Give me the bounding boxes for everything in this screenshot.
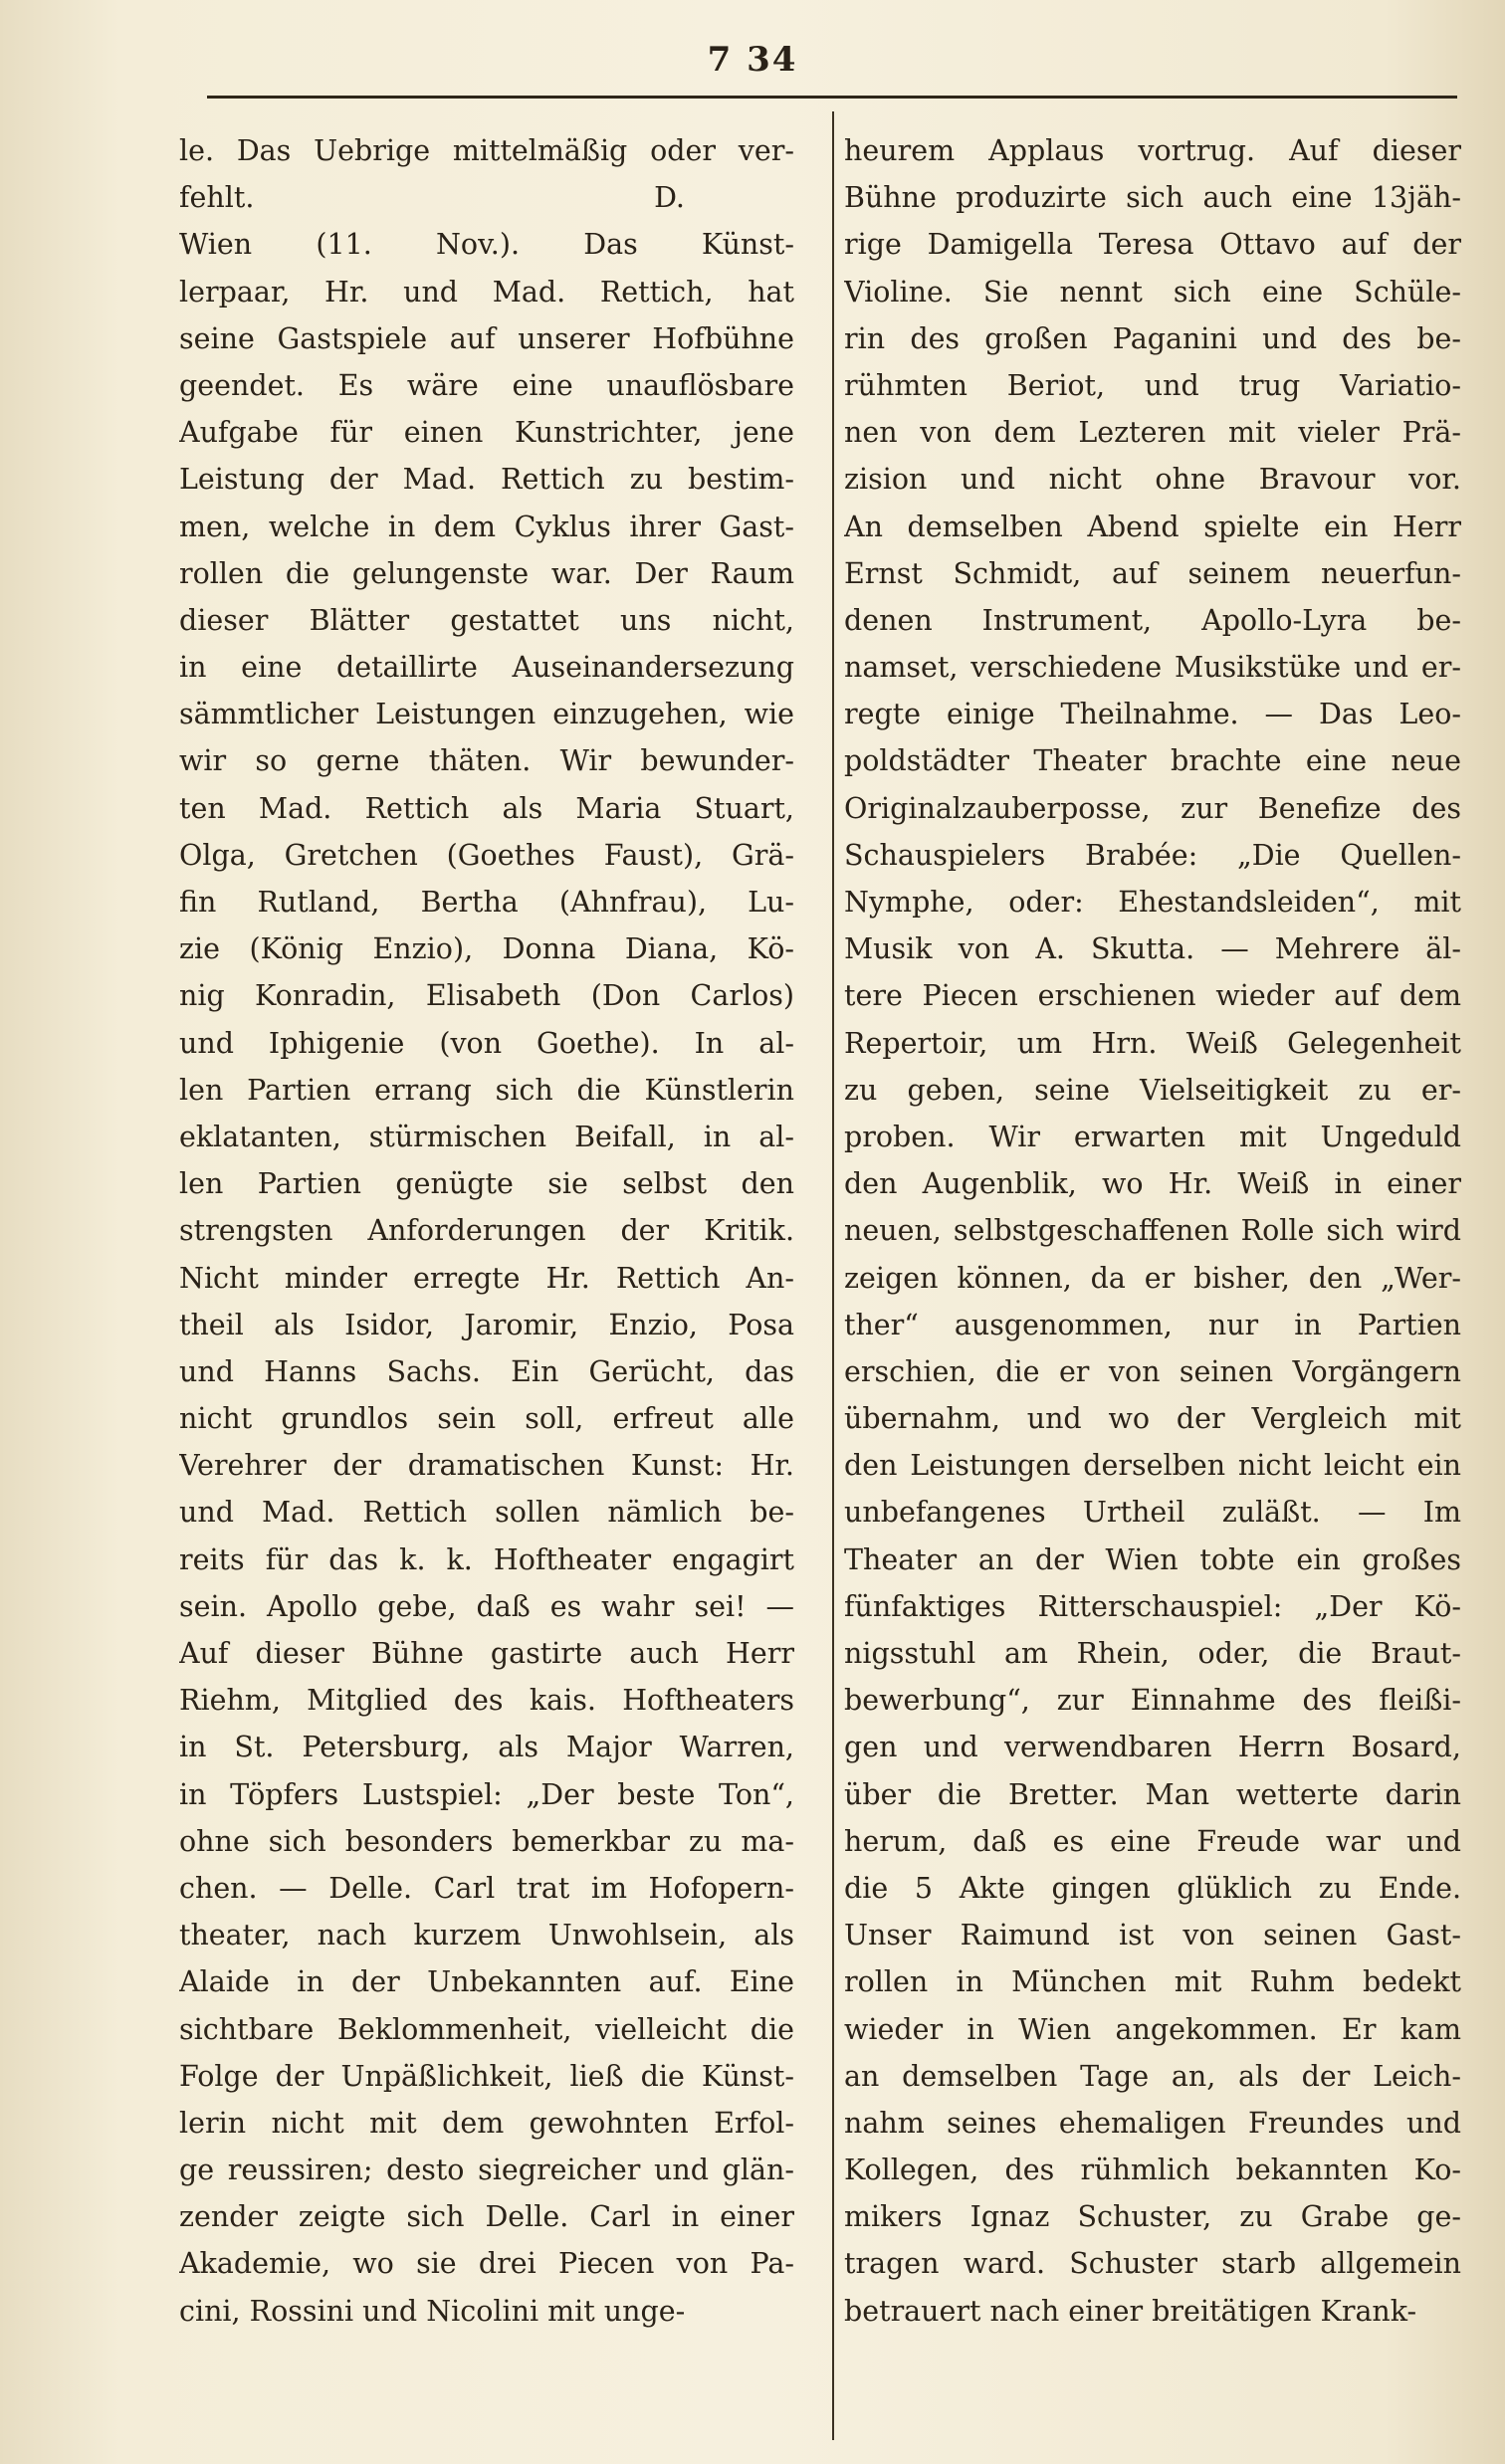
text-line: in Töpfers Lustspiel: „Der beste Ton“, (179, 1777, 794, 1811)
text-line: poldstädter Theater brachte eine neue (844, 744, 1461, 778)
text-line: Kollegen, des rühmlich bekannten Ko- (844, 2154, 1461, 2187)
text-line: an demselben Tage an, als der Leich- (844, 2059, 1461, 2093)
text-line: rollen die gelungenste war. Der Raum (179, 556, 794, 590)
text-line: den Augenblik, wo Hr. Weiß in einer (844, 1167, 1461, 1201)
text-line: herum, daß es eine Freude war und (844, 1824, 1461, 1858)
text-line: und Mad. Rettich sollen nämlich be- (179, 1496, 794, 1530)
text-line: zu geben, seine Vielseitigkeit zu er- (844, 1073, 1461, 1107)
text-line: namset, verschiedene Musikstüke und er- (844, 651, 1461, 685)
text-line: heurem Applaus vortrug. Auf dieser (844, 134, 1461, 167)
page-number: 7 34 (707, 40, 798, 80)
text-line: zender zeigte sich Delle. Carl in einer (179, 2200, 794, 2234)
text-line: Originalzauberposse, zur Benefize des (844, 791, 1461, 825)
text-line: strengsten Anforderungen der Kritik. (179, 1214, 794, 1248)
text-line: regte einige Theilnahme. — Das Leo- (844, 698, 1461, 731)
text-line: mikers Ignaz Schuster, zu Grabe ge- (844, 2200, 1461, 2234)
text-line: zeigen können, da er bisher, den „Wer- (844, 1261, 1461, 1295)
text-line: eklatanten, stürmischen Beifall, in al- (179, 1120, 794, 1153)
text-line: seine Gastspiele auf unserer Hofbühne (179, 321, 794, 355)
text-line: ten Mad. Rettich als Maria Stuart, (179, 791, 794, 825)
text-line: chen. — Delle. Carl trat im Hofopern- (179, 1871, 794, 1905)
text-line: Musik von A. Skutta. — Mehrere äl- (844, 932, 1461, 966)
text-line: übernahm, und wo der Vergleich mit (844, 1402, 1461, 1436)
text-line: zie (König Enzio), Donna Diana, Kö- (179, 932, 794, 966)
text-line: denen Instrument, Apollo-Lyra be- (844, 603, 1461, 637)
text-line: nig Konradin, Elisabeth (Don Carlos) (179, 979, 794, 1013)
text-line: sein. Apollo gebe, daß es wahr sei! — (179, 1589, 794, 1623)
header-rule (207, 96, 1457, 99)
text-line: Schauspielers Brabée: „Die Quellen- (844, 838, 1461, 872)
text-line: Wien (11. Nov.). Das Künst- (179, 228, 794, 262)
text-line: Olga, Gretchen (Goethes Faust), Grä- (179, 838, 794, 872)
text-line: in St. Petersburg, als Major Warren, (179, 1731, 794, 1764)
text-line: An demselben Abend spielte ein Herr (844, 510, 1461, 543)
text-line: Alaide in der Unbekannten auf. Eine (179, 1965, 794, 1999)
text-line: nen von dem Lezteren mit vieler Prä- (844, 416, 1461, 450)
text-line: geendet. Es wäre eine unauflösbare (179, 368, 794, 402)
column-divider (832, 111, 834, 2440)
text-line: Verehrer der dramatischen Kunst: Hr. (179, 1449, 794, 1483)
text-line: dieser Blätter gestattet uns nicht, (179, 603, 794, 637)
text-line: rin des großen Paganini und des be- (844, 321, 1461, 355)
text-line: len Partien errang sich die Künstlerin (179, 1073, 794, 1107)
text-line: Akademie, wo sie drei Piecen von Pa- (179, 2247, 794, 2281)
text-line: Repertoir, um Hrn. Weiß Gelegenheit (844, 1026, 1461, 1060)
text-line: gen und verwendbaren Herrn Bosard, (844, 1731, 1461, 1764)
text-line: nahm seines ehemaligen Freundes und (844, 2106, 1461, 2140)
text-line: ther“ ausgenommen, nur in Partien (844, 1308, 1461, 1341)
text-line: Ernst Schmidt, auf seinem neuerfun- (844, 556, 1461, 590)
text-line: Riehm, Mitglied des kais. Hoftheaters (179, 1684, 794, 1718)
text-line: Violine. Sie nennt sich eine Schüle- (844, 275, 1461, 308)
text-line: ge reussiren; desto siegreicher und glän- (179, 2154, 794, 2187)
text-line: lerpaar, Hr. und Mad. Rettich, hat (179, 275, 794, 308)
text-line: betrauert nach einer breitätigen Krank- (844, 2294, 1417, 2328)
text-line: theil als Isidor, Jaromir, Enzio, Posa (179, 1308, 794, 1341)
text-line: Theater an der Wien tobte ein großes (844, 1542, 1461, 1576)
text-line: Leistung der Mad. Rettich zu bestim- (179, 463, 794, 497)
right-column (844, 127, 1461, 2335)
text-line: lerin nicht mit dem gewohnten Erfol- (179, 2106, 794, 2140)
text-line: wieder in Wien angekommen. Er kam (844, 2012, 1461, 2046)
text-line: fin Rutland, Bertha (Ahnfrau), Lu- (179, 886, 794, 919)
text-line: bewerbung“, zur Einnahme des fleißi- (844, 1684, 1461, 1718)
text-line: le. Das Uebrige mittelmäßig oder ver- (179, 134, 794, 167)
text-line: Folge der Unpäßlichkeit, ließ die Künst- (179, 2059, 794, 2093)
text-line: proben. Wir erwarten mit Ungeduld (844, 1120, 1461, 1153)
text-line: sämmtlicher Leistungen einzugehen, wie (179, 698, 794, 731)
text-line: zision und nicht ohne Bravour vor. (844, 463, 1461, 497)
text-line: wir so gerne thäten. Wir bewunder- (179, 744, 794, 778)
text-line: tragen ward. Schuster starb allgemein (844, 2247, 1461, 2281)
text-line: nicht grundlos sein soll, erfreut alle (179, 1402, 794, 1436)
text-line: rollen in München mit Ruhm bedekt (844, 1965, 1461, 1999)
text-line: tere Piecen erschienen wieder auf dem (844, 979, 1461, 1013)
text-line: Nymphe, oder: Ehestandsleiden“, mit (844, 886, 1461, 919)
text-line: Bühne produzirte sich auch eine 13jäh- (844, 181, 1461, 215)
text-line: in eine detaillirte Auseinandersezung (179, 651, 794, 685)
text-line: rühmten Beriot, und trug Variatio- (844, 368, 1461, 402)
text-line: len Partien genügte sie selbst den (179, 1167, 794, 1201)
text-line: ohne sich besonders bemerkbar zu ma- (179, 1824, 794, 1858)
text-line: fehlt. D. (179, 181, 685, 215)
text-line: reits für das k. k. Hoftheater engagirt (179, 1542, 794, 1576)
text-line: fünfaktiges Ritterschauspiel: „Der Kö- (844, 1589, 1461, 1623)
text-line: Aufgabe für einen Kunstrichter, jene (179, 416, 794, 450)
text-line: und Hanns Sachs. Ein Gerücht, das (179, 1354, 794, 1388)
text-line: neuen, selbstgeschaffenen Rolle sich wird (844, 1214, 1461, 1248)
text-line: Auf dieser Bühne gastirte auch Herr (179, 1637, 794, 1670)
text-line: Unser Raimund ist von seinen Gast- (844, 1919, 1461, 1952)
text-line: erschien, die er von seinen Vorgängern (844, 1354, 1461, 1388)
text-line: und Iphigenie (von Goethe). In al- (179, 1026, 794, 1060)
text-line: unbefangenes Urtheil zuläßt. — Im (844, 1496, 1461, 1530)
text-line: cini, Rossini und Nicolini mit unge- (179, 2294, 686, 2328)
text-line: rige Damigella Teresa Ottavo auf der (844, 228, 1461, 262)
text-line: theater, nach kurzem Unwohlsein, als (179, 1919, 794, 1952)
text-line: den Leistungen derselben nicht leicht ein (844, 1449, 1461, 1483)
text-line: men, welche in dem Cyklus ihrer Gast- (179, 510, 794, 543)
text-line: Nicht minder erregte Hr. Rettich An- (179, 1261, 794, 1295)
text-line: sichtbare Beklommenheit, vielleicht die (179, 2012, 794, 2046)
text-line: über die Bretter. Man wetterte darin (844, 1777, 1461, 1811)
text-line: die 5 Akte gingen glüklich zu Ende. (844, 1871, 1461, 1905)
left-column (179, 127, 794, 2335)
text-line: nigsstuhl am Rhein, oder, die Braut- (844, 1637, 1461, 1670)
